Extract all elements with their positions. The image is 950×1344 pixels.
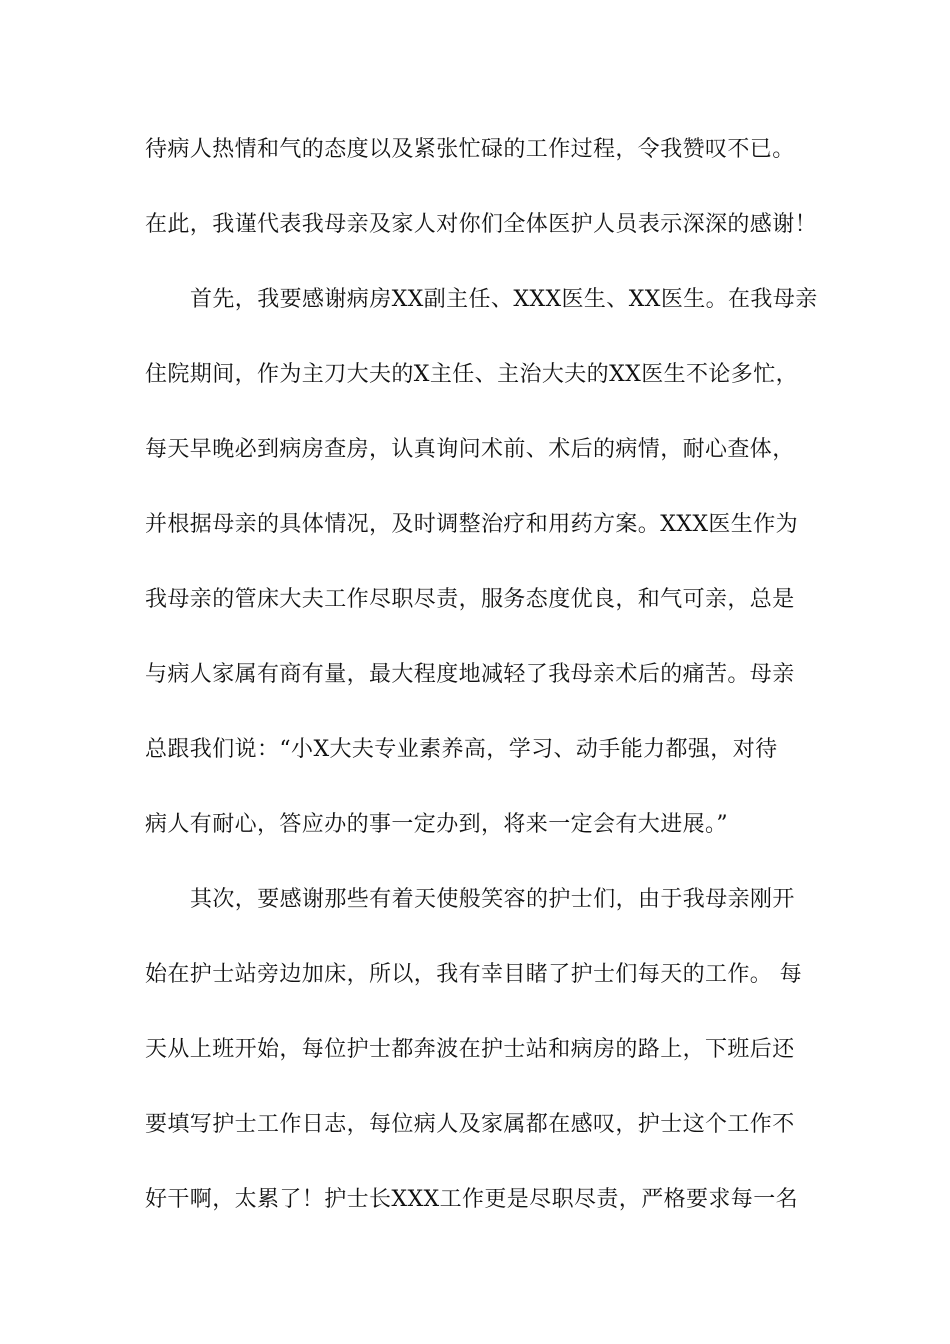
paragraph-start-line: 其次，要感谢那些有着天使般笑容的护士们，由于我母亲刚开	[190, 887, 795, 912]
text-line-9: 总跟我们说：“小X大夫专业素养高，学习、动手能力都强，对待	[145, 737, 778, 762]
text-line-12: 始在护士站旁边加床，所以，我有幸目睹了护士们每天的工作。 每	[145, 962, 802, 987]
text-line-2: 在此，我谨代表我母亲及家人对你们全体医护人员表示深深的感谢！	[145, 212, 818, 237]
text-line-8: 与病人家属有商有量，最大程度地减轻了我母亲术后的痛苦。母亲	[145, 662, 795, 687]
text-line-1: 待病人热情和气的态度以及紧张忙碌的工作过程，令我赞叹不已。	[145, 137, 795, 162]
text-line-5: 每天早晚必到病房查房，认真询问术前、术后的病情，耐心查体，	[145, 437, 795, 462]
text-line-15: 好干啊，太累了！护士长XXX工作更是尽职尽责，严格要求每一名	[145, 1187, 798, 1212]
text-line-13: 天从上班开始，每位护士都奔波在护士站和病房的路上，下班后还	[145, 1037, 795, 1062]
text-line-4: 住院期间，作为主刀大夫的X主任、主治大夫的XX医生不论多忙，	[145, 362, 798, 387]
text-line-7: 我母亲的管床大夫工作尽职尽责，服务态度优良，和气可亲，总是	[145, 587, 795, 612]
text-line-6: 并根据母亲的具体情况，及时调整治疗和用药方案。XXX医生作为	[145, 512, 798, 537]
paragraph-start-line: 首先，我要感谢病房XX副主任、XXX医生、XX医生。在我母亲	[190, 287, 818, 312]
text-line-10: 病人有耐心，答应办的事一定办到，将来一定会有大进展。”	[145, 812, 729, 837]
text-line-14: 要填写护士工作日志，每位病人及家属都在感叹，护士这个工作不	[145, 1112, 795, 1137]
